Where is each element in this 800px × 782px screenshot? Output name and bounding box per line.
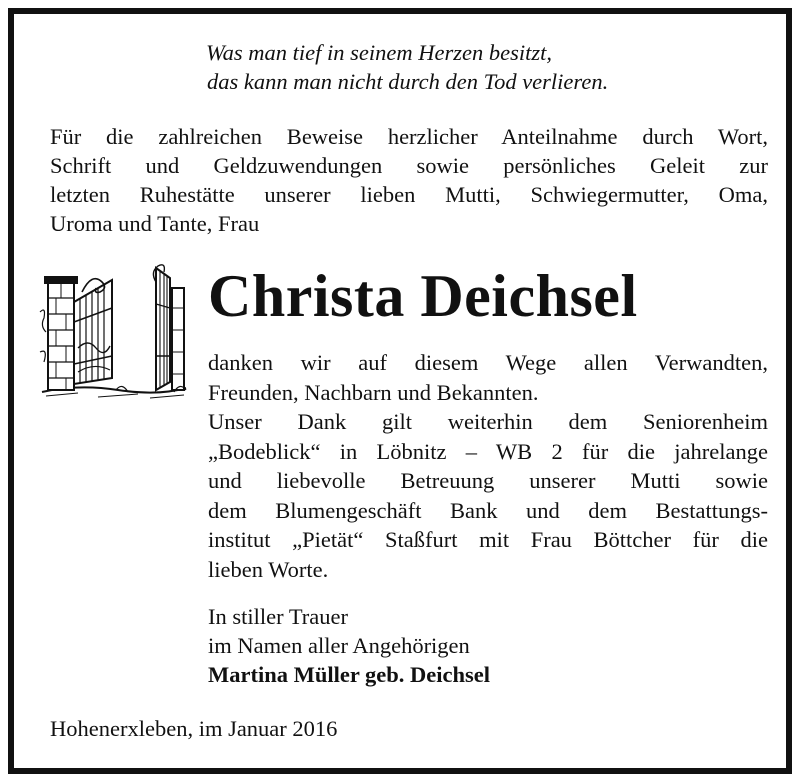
motto-line-2: das kann man nicht durch den Tod verlieren. <box>207 69 609 94</box>
thanks-paragraph <box>208 348 768 584</box>
motto-quote <box>206 38 726 96</box>
body-line-8: lieben Worte. <box>208 556 329 582</box>
body-line-1: danken wir auf diesem Wege allen Verwandten, <box>208 350 768 375</box>
body-line-6: dem Blumengeschäft Bank und dem Bestattungs- <box>208 497 768 523</box>
obituary-frame <box>8 8 792 774</box>
intro-line-2: Schrift und Geldzuwendungen sowie persönliches Geleit zur <box>50 153 768 178</box>
body-line-5: und liebevolle Betreuung unserer Mutti sowie <box>208 468 768 493</box>
body-line-7: institut „Pietät“ Staßfurt mit Frau Böttcher für die <box>208 527 768 552</box>
signer-name: Martina Müller geb. Deichsel <box>208 662 491 687</box>
motto-line-1: Was man tief in seinem Herzen besitzt, <box>206 40 553 65</box>
closing-line-1: In stiller Trauer <box>208 604 348 629</box>
closing-block <box>208 602 728 689</box>
body-line-4: „Bodeblick“ in Löbnitz – WB 2 für die jahrelange <box>208 438 768 464</box>
open-gate-icon <box>38 252 188 402</box>
body-line-3: Unser Dank gilt weiterhin dem Seniorenheim <box>208 409 768 434</box>
closing-line-2: im Namen aller Angehörigen <box>208 633 470 658</box>
body-line-2: Freunden, Nachbarn und Bekannten. <box>208 379 539 405</box>
intro-paragraph <box>50 122 768 238</box>
intro-line-3: letzten Ruhestätte unserer lieben Mutti, Schwiegermutter, Oma, <box>50 182 768 207</box>
intro-line-1: Für die zahlreichen Beweise herzlicher Anteilnahme durch Wort, <box>50 124 768 149</box>
place-and-date: Hohenerxleben, im Januar 2016 <box>50 716 338 741</box>
deceased-name: Christa Deichsel <box>208 263 638 329</box>
intro-line-4: Uroma und Tante, Frau <box>50 211 260 236</box>
